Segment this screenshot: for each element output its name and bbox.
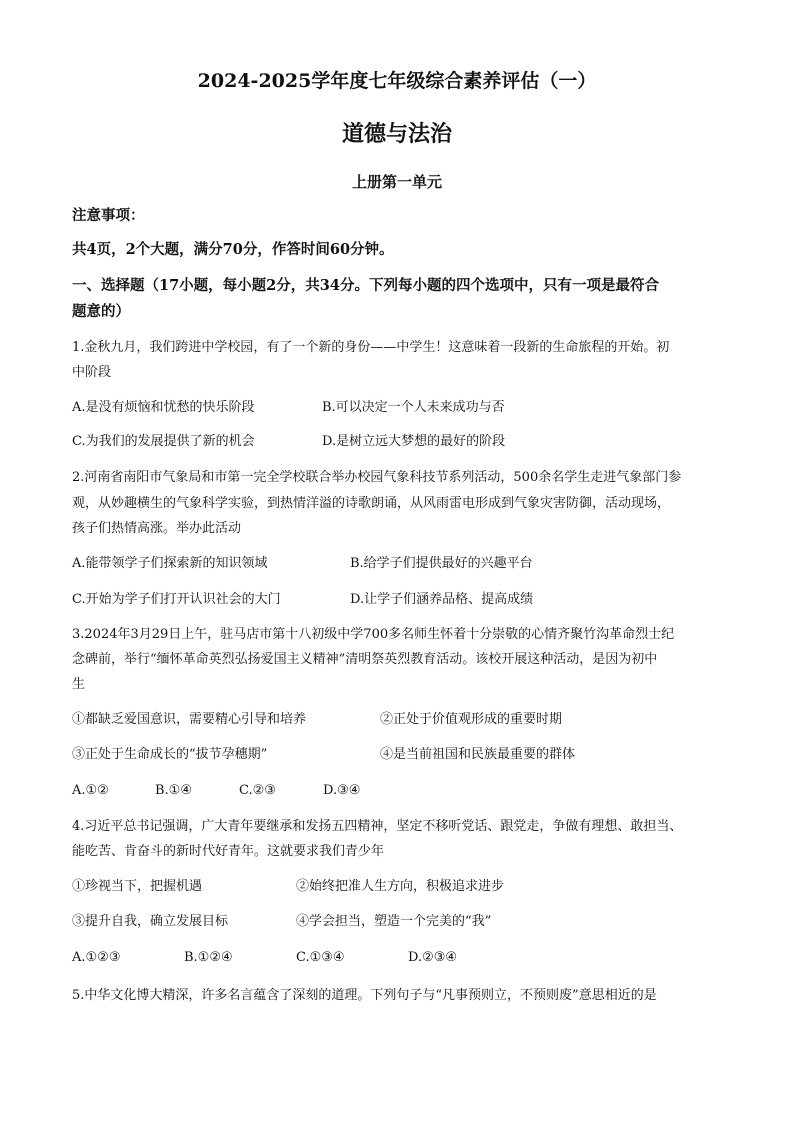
subject-title: 道德与法治 — [341, 121, 452, 147]
notice-text: 共4页，2个大题，满分70分，作答时间60分钟。 — [72, 241, 394, 258]
q4-statement-3: ③提升自我，确立发展目标 — [72, 914, 229, 929]
q4-option-a: A.①②③ — [72, 950, 121, 965]
section-heading-line1: 一、选择题（17小题，每小题2分，共34分。下列每小题的四个选项中，只有一项是最符合 — [72, 277, 659, 294]
q1-option-d: D.是树立远大梦想的最好的阶段 — [322, 434, 506, 449]
exam-title: 2024-2025学年度七年级综合素养评估（一） — [197, 70, 597, 92]
q2-line2: 观，从妙趣横生的气象科学实验，到热情洋溢的诗歌朗诵，从风雨雷电形成到气象灾害防御，活动现场， — [72, 496, 671, 511]
q1-option-a: A.是没有烦恼和忧愁的快乐阶段 — [72, 400, 255, 415]
notice-label: 注意事项： — [72, 207, 145, 224]
q3-option-c: C.②③ — [239, 783, 276, 798]
q4-statement-4: ④学会担当，塑造一个完美的“我” — [296, 914, 492, 929]
q4-option-d: D.②③④ — [408, 950, 458, 965]
q2-option-b: B.给学子们提供最好的兴趣平台 — [350, 556, 533, 571]
q2-line1: 2.河南省南阳市气象局和市第一完全学校联合举办校园气象科技节系列活动，500余名学生走进气象部门参 — [72, 470, 682, 485]
q3-line3: 生 — [72, 677, 86, 692]
q4-option-b: B.①②④ — [184, 950, 233, 965]
q4-line1: 4.习近平总书记强调，广大青年要继承和发扬五四精神，坚定不移听党话、跟党走，争做有理想、敢担当、 — [72, 819, 683, 834]
q4-statement-2: ②始终把准人生方向，积极追求进步 — [296, 879, 505, 894]
unit-title: 上册第一单元 — [351, 173, 442, 191]
q2-option-c: C.开始为学子们打开认识社会的大门 — [72, 592, 281, 607]
q3-line2: 念碑前，举行“缅怀革命英烈弘扬爱国主义精神”清明祭英烈教育活动。该校开展这种活动，是因为初中 — [72, 652, 658, 667]
q4-line2: 能吃苦、肯奋斗的新时代好青年。这就要求我们青少年 — [72, 844, 385, 859]
q3-option-a: A.①② — [72, 783, 109, 798]
q4-statement-1: ①珍视当下，把握机遇 — [72, 879, 203, 894]
q3-option-d: D.③④ — [323, 783, 361, 798]
q1-line2: 中阶段 — [72, 365, 112, 380]
q1-option-c: C.为我们的发展提供了新的机会 — [72, 434, 255, 449]
q2-option-a: A.能带领学子们探索新的知识领域 — [72, 556, 268, 571]
q2-option-d: D.让学子们涵养品格、提高成绩 — [350, 592, 534, 607]
q3-statement-4: ④是当前祖国和民族最重要的群体 — [380, 747, 576, 762]
q3-option-b: B.①④ — [155, 783, 192, 798]
q5-line1: 5.中华文化博大精深，许多名言蕴含了深刻的道理。下列句子与“凡事预则立，不预则废”意思相近的是 — [72, 988, 657, 1003]
section-heading-line2: 题意的） — [72, 303, 130, 320]
q3-statement-3: ③正处于生命成长的“拔节孕穗期” — [72, 747, 268, 762]
q3-line1: 3.2024年3月29日上午，驻马店市第十八初级中学700多名师生怀着十分崇敬的心情齐聚竹沟革命烈士纪 — [72, 627, 675, 642]
q4-option-c: C.①③④ — [296, 950, 345, 965]
q2-line3: 孩子们热情高涨。举办此活动 — [72, 521, 242, 536]
q1-line1: 1.金秋九月，我们跨进中学校园，有了一个新的身份——中学生！这意味着一段新的生命旅程的开始。初 — [72, 340, 670, 355]
q3-statement-1: ①都缺乏爱国意识，需要精心引导和培养 — [72, 712, 307, 727]
q3-statement-2: ②正处于价值观形成的重要时期 — [380, 712, 563, 727]
q1-option-b: B.可以决定一个人未来成功与否 — [322, 400, 505, 415]
